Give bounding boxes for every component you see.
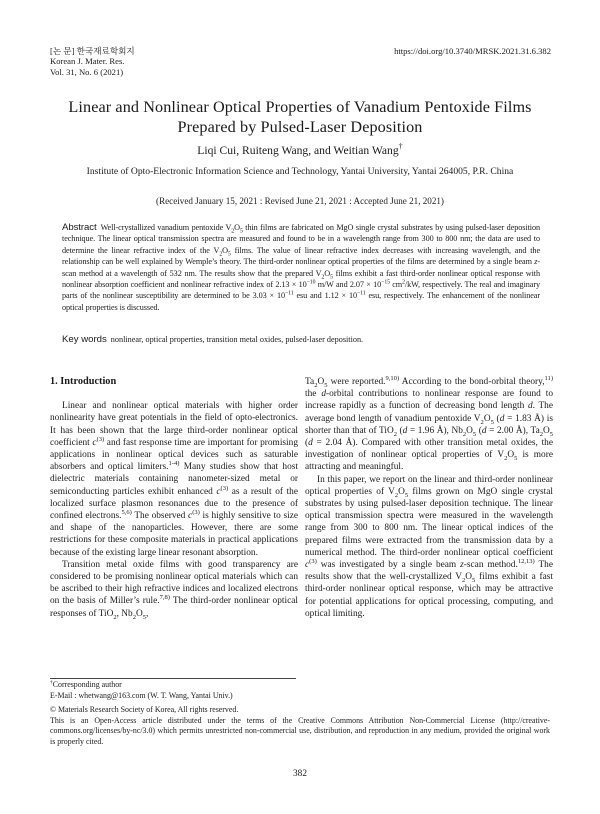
abstract: Abstract Well-crystallized vanadium pentoxide $V_2O_5$ thin films are fabricated on MgO single crystal substrates by using pulsed-laser deposition technique. The linear optical transmission spectra are measured and found to be in a wavelength range from 300 to 800 nm; the data are used to determine the linear refractive index of the $V_2O_5$ films. The value of linear refractive index decreases with increasing wavelength, and the relationship can be well explained by Wemple’s theory. The third-order nonlinear optical properties of the films are determined by a single beam z-scan method at a wavelength of 532 nm. The results show that the prepared $V_2O_5$ films exhibit a fast third-order nonlinear optical response with nonlinear absorption coefficient and nonlinear refractive index of $2.13 \times 10^{-10}$ m/W and $2.07 \times 10^{-15}$ $cm^2/kW$, respectively. The real and imaginary parts of the nonlinear susceptibility are determined to be $3.03 \times 10^{-11}$ esu and $1.12 \times 10^{-11}$ esu, respectively. The enhancement of the nonlinear optical properties is discussed. <box>62 222 540 312</box>
author-list <box>40 144 560 157</box>
doi-link[interactable]: https://doi.org/10.3740/MRSK.2021.31.6.382 <box>394 46 551 56</box>
page-number: 382 <box>293 769 307 779</box>
title-line-1: Linear and Nonlinear Optical Properties of Vanadium Pentoxide Films <box>68 98 532 116</box>
title-line-2: Prepared by Pulsed-Laser Deposition <box>177 118 423 136</box>
right-column <box>305 376 553 620</box>
corresponding-author-label: Corresponding author <box>52 680 122 689</box>
corresponding-author-mark: † <box>398 142 403 152</box>
corresponding-footnote <box>50 680 550 701</box>
intro-paragraph-2: Transition metal oxide films with good transparency are considered to be promising nonlinear optical materials which can be ascribed to their high refractive indices and localized electrons on the basis of Miller’s rule.$^{7,8)}$ The third-order nonlinear optical responses of TiO$_2$, $Nb_2O_5$, <box>50 559 298 621</box>
abstract-label: Abstract <box>62 222 97 233</box>
intro-paragraph-3: In this paper, we report on the linear and third-order nonlinear optical properties of $V_2O_5$ films grown on MgO single crystal substrates by using pulsed-laser deposition technique. The linear optical transmission spectra were measured in the wavelength range from 300 to 800 nm. The linear optical indices of the prepared films were extracted from the transmission data by a numerical method. The third-order nonlinear optical coefficient $c^{(3)}$ was investigated by a single beam z-scan method.$^{12,13)}$ The results show that the well-crystallized $V_2O_5$ films exhibit a fast third-order nonlinear optical response, which may be attractive for potential applications for optical processing, computing, and optical limiting. <box>305 474 553 619</box>
footnote-divider <box>50 678 296 679</box>
received-dates: (Received January 15, 2021 : Revised June 21, 2021 : Accepted June 21, 2021) <box>156 196 444 206</box>
journal-header <box>50 46 135 77</box>
license-statement: This is an Open-Access article distributed under the terms of the Creative Commons Attribution Non-Commercial License (http://creative-commons.org/licenses/by-nc/3.0) which permits unrestricted non-commercial use, distribution, and reproduction in any medium, provided the original work is properly cited. <box>50 715 550 746</box>
keywords-list: nonlinear, optical properties, transition metal oxides, pulsed-laser deposition. <box>110 335 364 344</box>
copyright-line: © Materials Research Society of Korea, All rights reserved. <box>50 705 239 714</box>
author-names: Liqi Cui, Ruiteng Wang, and Weitian Wang <box>197 144 399 157</box>
corresponding-email[interactable]: E-Mail : whetwang@163.com (W. T. Wang, Yantai Univ.) <box>50 690 233 700</box>
copyright-notice <box>50 705 550 747</box>
footnote-mark: † <box>50 679 53 686</box>
left-column <box>50 376 298 620</box>
intro-paragraph-2-continued: $Ta_2O_5$ were reported.$^{9,10)}$ According to the bond-orbital theory,$^{11)}$ the d-orbital contributions to nonlinear response are found to increase rapidly as a function of decreasing bond length d. The average bond length of vanadium pentoxide $V_2O_5$ (d = 1.83 Å) is shorter than that of TiO$_2$ (d = 1.96 Å), $Nb_2O_5$ (d = 2.00 Å), $Ta_2O_5$ (d = 2.04 Å). Compared with other transition metal oxides, the investigation of nonlinear optical properties of $V_2O_5$ is more attracting and meaningful. <box>305 374 554 473</box>
paper-title <box>40 97 560 137</box>
keywords-label: Key words <box>62 334 107 345</box>
keywords <box>62 334 540 345</box>
journal-volume: Vol. 31, No. 6 (2021) <box>50 66 124 77</box>
section-heading-introduction: 1. Introduction <box>50 376 117 387</box>
affiliation: Institute of Opto-Electronic Information Science and Technology, Yantai University, Yantai 264005, P.R. China <box>86 166 514 177</box>
intro-paragraph-1: Linear and nonlinear optical materials with higher order nonlinearity have great potentials in the field of opto-electronics. It has been shown that the large third-order nonlinear optical coefficient $c^{(3)}$ and fast response time are important for promising applications in nonlinear optical devices such as saturable absorbers and optical limiters.$^{1-4)}$ Many studies show that host dielectric materials containing nanometer-sized metal or semiconducting particles exhibit enhanced $c^{(3)}$ as a result of the localized surface plasmon resonances due to the presence of confined electrons.$^{5,6)}$ The observed $c^{(3)}$ is highly sensitive to size and shape of the nanoparticles. However, there are some restrictions for these composite materials in practical applications because of the existing large linear resonant absorption. <box>50 401 298 558</box>
journal-name-english: Korean J. Mater. Res. <box>50 56 125 67</box>
journal-name-korean: [논 문] 한국재료학회지 <box>50 46 135 56</box>
